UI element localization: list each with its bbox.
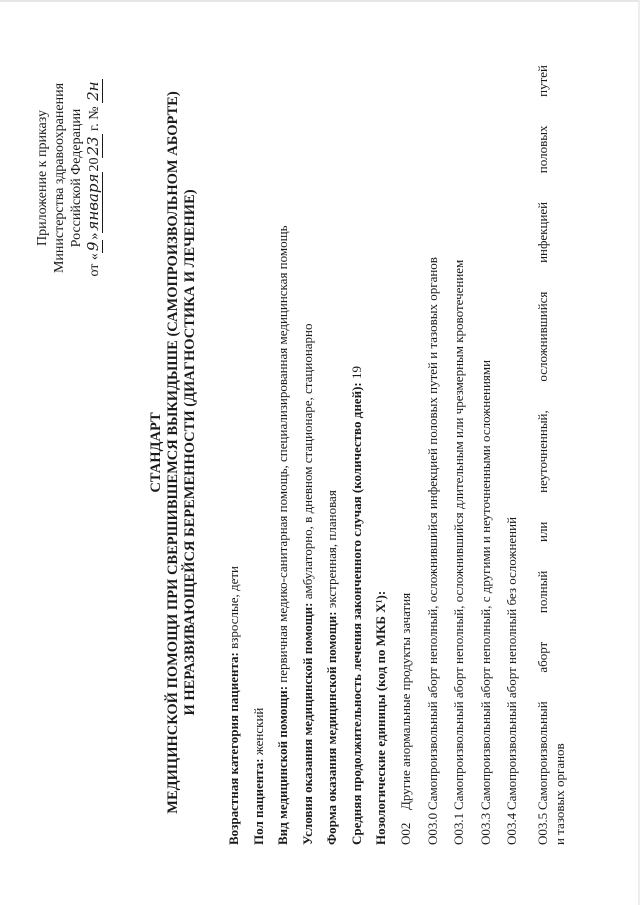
- field-care-type: [271, 25, 296, 845]
- title-line-1: СТАНДАРТ: [148, 412, 164, 493]
- icd-description: Самопроизвольный аборт неполный, осложнившийся длительным или чрезмерным кровотечением: [451, 259, 466, 810]
- icd-description: Самопроизвольный аборт полный или неуточненный, осложнившийся инфекцией половых путей: [534, 65, 550, 810]
- list-item: [393, 25, 420, 845]
- icd-description-continuation: и тазовых органов: [551, 743, 567, 845]
- document-title: [148, 0, 199, 905]
- field-label: Форма оказания медицинской помощи:: [324, 611, 339, 845]
- field-value: экстренная, плановая: [324, 490, 339, 612]
- list-item: [534, 25, 551, 845]
- icd-code: O03.0: [424, 812, 440, 845]
- field-value: взрослые, дети: [226, 566, 241, 653]
- icd-description: Самопроизвольный аборт неполный, осложнившийся инфекцией половых путей и тазовых органов: [424, 257, 440, 810]
- handwritten-day: 9: [84, 241, 102, 252]
- approval-line-1: Приложение к приказу: [35, 110, 50, 246]
- title-line-2: МЕДИЦИНСКОЙ ПОМОЩИ ПРИ СВЕРШИВШЕМСЯ ВЫКИДЫШЕ (САМОПРОИЗВОЛЬНОМ АБОРТЕ): [165, 91, 181, 814]
- icd-code: O03.4: [504, 812, 519, 845]
- field-nosological-units: [369, 25, 394, 845]
- field-patient-sex: [247, 25, 272, 845]
- field-label: Пол пациента:: [250, 758, 266, 845]
- handwritten-year: 23: [84, 136, 102, 156]
- list-item: [446, 25, 473, 845]
- field-label: Средняя продолжительность лечения законченного случая (количество дней):: [348, 382, 364, 845]
- field-value: женский: [250, 707, 266, 759]
- field-care-conditions: [296, 25, 321, 845]
- field-value: амбулаторно, в дневном стационаре, стационарно: [299, 323, 315, 603]
- icd-code: O03.5: [534, 812, 550, 845]
- icd-code-list: [393, 25, 568, 845]
- field-care-form: [320, 25, 345, 845]
- standard-fields: [222, 25, 394, 845]
- date-separator: »: [87, 232, 102, 240]
- icd-code: O02: [398, 822, 413, 845]
- approval-date-line: [85, 63, 103, 293]
- handwritten-number: 2н: [84, 81, 102, 101]
- icd-code: O03.3: [477, 812, 493, 845]
- approval-line-3: Российской Федерации: [69, 108, 84, 248]
- icd-description: Самопроизвольный аборт неполный без осложнений: [504, 516, 519, 810]
- icd-description: Другие анормальные продукты зачатия: [398, 592, 413, 810]
- field-age-category: [222, 25, 247, 845]
- title-line-3: И НЕРАЗВИВАЮЩЕЙСЯ БЕРЕМЕННОСТИ (ДИАГНОСТИКА И ЛЕЧЕНИЕ): [182, 189, 198, 716]
- number-prefix: г. №: [87, 106, 102, 131]
- field-label: Нозологические единицы (код по МКБ X¹):: [373, 590, 388, 845]
- list-item: [473, 25, 500, 845]
- field-label: Вид медицинской помощи:: [275, 685, 290, 845]
- icd-code: O03.1: [451, 812, 466, 845]
- field-value: первичная медико-санитарная помощь, специализированная медицинская помощь: [275, 225, 290, 686]
- year-prefix: 20: [87, 157, 102, 172]
- approval-block: [34, 63, 103, 293]
- field-treatment-duration: [345, 25, 370, 845]
- icd-description: Самопроизвольный аборт неполный, с другими и неуточненными осложнениями: [477, 359, 493, 810]
- list-item: [499, 25, 526, 845]
- field-value: 19: [348, 366, 364, 383]
- list-item: [420, 25, 447, 845]
- approval-line-2: Министерства здравоохранения: [52, 82, 67, 274]
- handwritten-month: января: [84, 173, 102, 231]
- field-label: Возрастная категория пациента:: [226, 652, 241, 845]
- date-prefix: от «: [87, 253, 102, 277]
- field-label: Условия оказания медицинской помощи:: [299, 602, 315, 845]
